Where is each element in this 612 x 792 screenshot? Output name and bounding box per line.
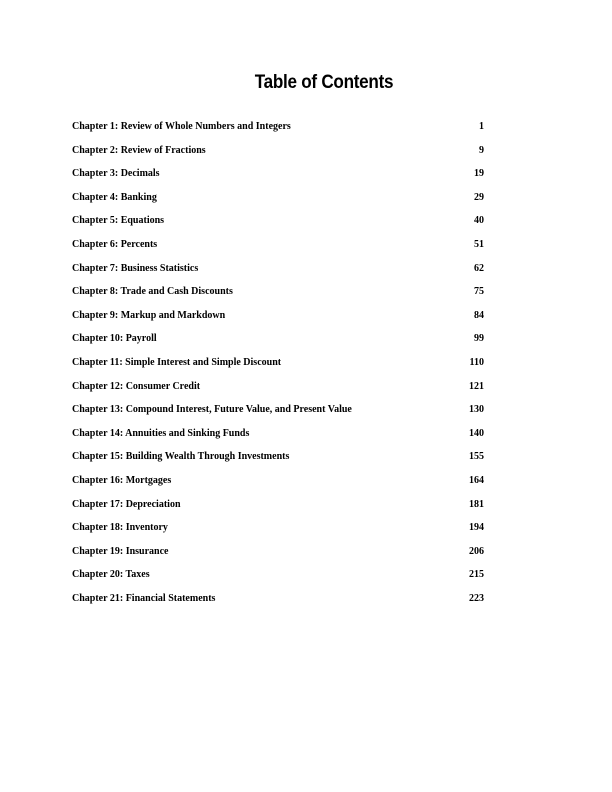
toc-entry <box>72 121 484 145</box>
chapter-title: Chapter 11: Simple Interest and Simple Discount <box>72 356 282 368</box>
chapter-title: Chapter 7: Business Statistics <box>72 262 199 274</box>
chapter-title: Chapter 4: Banking <box>72 191 157 203</box>
toc-entry <box>72 546 484 570</box>
toc-entry <box>72 428 484 452</box>
toc-entry <box>72 192 484 216</box>
page-number: 121 <box>469 380 484 392</box>
toc-entry <box>72 593 484 617</box>
chapter-title: Chapter 15: Building Wealth Through Investments <box>72 451 290 463</box>
toc-entry <box>72 451 484 475</box>
toc-entry <box>72 357 484 381</box>
toc-entry <box>72 522 484 546</box>
chapter-title: Chapter 12: Consumer Credit <box>72 380 201 392</box>
page-number: 99 <box>474 333 484 345</box>
toc-entry <box>72 499 484 523</box>
chapter-title: Chapter 2: Review of Fractions <box>72 144 206 156</box>
page-number: 164 <box>469 474 484 486</box>
page-number: 1 <box>479 121 484 132</box>
chapter-title: Chapter 5: Equations <box>72 215 165 227</box>
page-number: 62 <box>474 262 484 274</box>
page-number: 181 <box>469 498 484 510</box>
chapter-title: Chapter 13: Compound Interest, Future Value, and Present Value <box>72 404 352 416</box>
chapter-title: Chapter 14: Annuities and Sinking Funds <box>72 427 250 439</box>
page-number: 51 <box>474 238 484 250</box>
toc-entry <box>72 239 484 263</box>
chapter-title: Chapter 9: Markup and Markdown <box>72 309 226 321</box>
page-number: 206 <box>469 545 484 557</box>
chapter-title: Chapter 3: Decimals <box>72 168 160 180</box>
page-number: 29 <box>474 191 484 203</box>
page-number: 84 <box>474 309 484 321</box>
page-number: 40 <box>474 215 484 227</box>
toc-list <box>72 121 484 616</box>
page-number: 75 <box>474 286 484 298</box>
toc-entry <box>72 145 484 169</box>
toc-entry <box>72 215 484 239</box>
page-number: 9 <box>479 144 484 156</box>
page-number: 140 <box>469 427 484 439</box>
page-number: 110 <box>469 356 484 368</box>
chapter-title: Chapter 20: Taxes <box>72 569 150 581</box>
toc-entry <box>72 263 484 287</box>
page-number: 19 <box>474 168 484 180</box>
chapter-title: Chapter 16: Mortgages <box>72 474 172 486</box>
toc-entry <box>72 475 484 499</box>
page-number: 130 <box>469 404 484 416</box>
toc-entry <box>72 286 484 310</box>
toc-entry <box>72 333 484 357</box>
chapter-title: Chapter 10: Payroll <box>72 333 157 345</box>
toc-entry <box>72 310 484 334</box>
toc-entry <box>72 381 484 405</box>
page-number: 215 <box>469 569 484 581</box>
chapter-title: Chapter 17: Depreciation <box>72 498 181 510</box>
toc-entry <box>72 168 484 192</box>
chapter-title: Chapter 21: Financial Statements <box>72 592 216 604</box>
page-number: 155 <box>469 451 484 463</box>
page-title: Table of Contents <box>254 72 394 93</box>
chapter-title: Chapter 8: Trade and Cash Discounts <box>72 286 233 298</box>
page-number: 223 <box>469 592 484 604</box>
chapter-title: Chapter 6: Percents <box>72 238 158 250</box>
chapter-title: Chapter 18: Inventory <box>72 522 168 534</box>
toc-entry <box>72 569 484 593</box>
page-number: 194 <box>469 522 484 534</box>
toc-entry <box>72 404 484 428</box>
chapter-title: Chapter 1: Review of Whole Numbers and Integers <box>72 121 291 132</box>
chapter-title: Chapter 19: Insurance <box>72 545 169 557</box>
